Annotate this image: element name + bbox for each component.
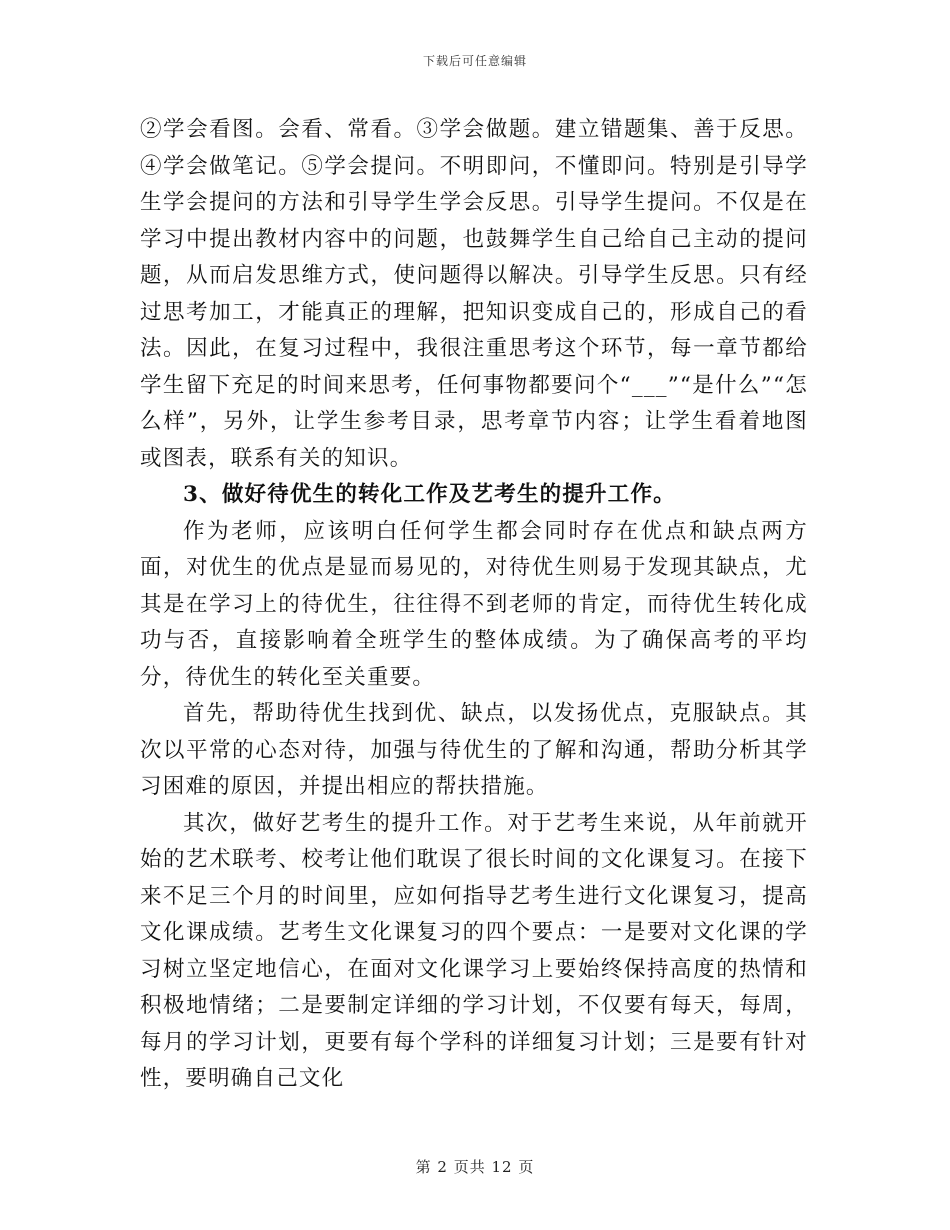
paragraph-study-methods: ②学会看图。会看、常看。③学会做题。建立错题集、善于反思。④学会做笔记。⑤学会提问。不明即问，不懂即问。特别是引导学生学会提问的方法和引导学生学会反思。引导学生提问。不仅是在学习中提出教材内容中的问题，也鼓舞学生自己给自己主动的提问题，从而启发思维方式，使问题得以解决。引导学生反思。只有经过思考加工，才能真正的理解，把知识变成自己的，形成自己的看法。因此，在复习过程中，我很注重思考这个环节，每一章节都给学生留下充足的时间来思考，任何事物都要问个“___”“是什么”“怎么样”，另外，让学生参考目录，思考章节内容；让学生看着地图或图表，联系有关的知识。 xyxy=(140,117,808,471)
paragraph-art-students: 其次，做好艺考生的提升工作。对于艺考生来说，从年前就开始的艺术联考、校考让他们耽误了很长时间的文化课复习。在接下来不足三个月的时间里，应如何指导艺考生进行文化课复习，提高文化课成绩。艺考生文化课复习的四个要点：一是要对文化课的学习树立坚定地信心，在面对文化课学习上要始终保持高度的热情和积极地情绪；二是要制定详细的学习计划，不仅要有每天，每周，每月的学习计划，更要有每个学科的详细复习计划；三是要有针对性，要明确自己文化 xyxy=(140,810,808,1091)
document-body xyxy=(140,112,808,1098)
page-footer: 第 2 页共 12 页 xyxy=(415,1158,535,1176)
paragraph-teacher-role: 作为老师，应该明白任何学生都会同时存在优点和缺点两方面，对优生的优点是显而易见的，对待优生则易于发现其缺点，尤其是在学习上的待优生，往往得不到老师的肯定，而待优生转化成功与否，直接影响着全班学生的整体成绩。为了确保高考的平均分，待优生的转化至关重要。 xyxy=(140,518,808,690)
section-heading-3: 3、做好待优生的转化工作及艺考生的提升工作。 xyxy=(183,482,676,507)
paragraph-help-students: 首先，帮助待优生找到优、缺点，以发扬优点，克服缺点。其次以平常的心态对待，加强与待优生的了解和沟通，帮助分析其学习困难的原因，并提出相应的帮扶措施。 xyxy=(140,701,808,799)
page-header: 下载后可任意编辑 xyxy=(422,54,527,68)
